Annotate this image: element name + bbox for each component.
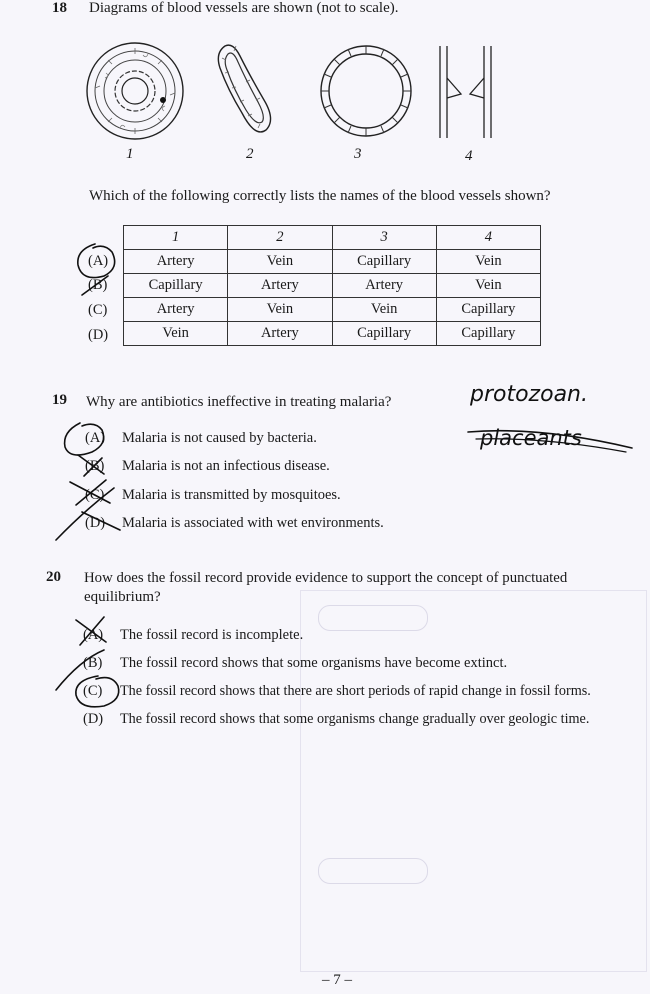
table-cell: Vein [228,250,332,274]
table-cell: Vein [436,250,540,274]
q20-option-d-letter[interactable]: (D) [83,711,104,727]
q19-option-d-letter[interactable]: (D) [85,515,106,531]
q20-option-a-letter[interactable]: (A) [83,627,104,643]
question-20-stem-line-2: equilibrium? [84,589,161,605]
cross-mark-q19-c [70,480,110,505]
q20-option-c-letter[interactable]: (C) [83,683,103,699]
q19-option-b-letter[interactable]: (B) [85,458,105,474]
table-cell: Vein [228,298,332,322]
table-header-cell: 4 [436,226,540,250]
table-cell: Capillary [332,250,436,274]
diagram-label-2: 2 [246,146,254,162]
q18-option-c-letter[interactable]: (C) [88,302,108,318]
table-cell: Capillary [436,322,540,346]
q18-option-d-letter[interactable]: (D) [88,327,109,343]
q19-option-a-text: Malaria is not caused by bacteria. [122,430,317,446]
question-18-prompt: Which of the following correctly lists the names of the blood vessels shown? [89,188,551,204]
table-cell: Vein [124,322,228,346]
q19-option-a-letter[interactable]: (A) [85,430,106,446]
table-cell: Artery [124,250,228,274]
table-cell: Artery [124,298,228,322]
strike-mark-q18-b [82,276,108,295]
q19-option-c-text: Malaria is transmitted by mosquitoes. [122,487,341,503]
question-20-stem-line-1: How does the fossil record provide evidence to support the concept of punctuated [84,570,568,586]
table-cell: Capillary [332,322,436,346]
table-cell: Artery [228,274,332,298]
q20-option-b-letter[interactable]: (B) [83,655,103,671]
table-cell: Vein [436,274,540,298]
table-cell: Capillary [436,298,540,322]
q18-option-b-letter[interactable]: (B) [88,277,108,293]
cross-mark-q20-a [76,617,106,645]
page-number: – 7 – [322,972,352,988]
cross-mark-q19-b [78,455,104,476]
question-20-number: 20 [46,569,61,585]
table-header-cell: 2 [228,226,332,250]
table-header-cell: 1 [124,226,228,250]
question-18-stem: Diagrams of blood vessels are shown (not to scale). [89,0,399,16]
table-cell: Capillary [124,274,228,298]
table-header-cell: 3 [332,226,436,250]
diagram-label-3: 3 [354,146,362,162]
q20-option-b-text: The fossil record shows that some organisms have become extinct. [120,655,508,671]
q19-option-b-text: Malaria is not an infectious disease. [122,458,330,474]
question-19-number: 19 [52,392,67,408]
circle-mark-q19-a [65,423,104,455]
diagram-label-4: 4 [465,148,473,164]
q19-option-c-letter[interactable]: (C) [85,487,105,503]
handwritten-crossed-note: placeants [480,426,582,450]
q18-option-a-letter[interactable]: (A) [88,253,109,269]
q20-option-a-text: The fossil record is incomplete. [120,627,304,643]
table-cell: Artery [228,322,332,346]
q19-option-d-text: Malaria is associated with wet environments. [122,515,384,531]
circle-mark-q18-a [78,244,115,278]
question-18-number: 18 [52,0,67,16]
q20-option-c-text: The fossil record shows that there are short periods of rapid change in fossil forms. [120,683,591,699]
circle-mark-q20-c [76,676,119,707]
table-cell: Vein [332,298,436,322]
diagram-label-1: 1 [126,146,134,162]
table-cell: Artery [332,274,436,298]
handwritten-note: protozoan. [470,382,588,407]
q20-option-d-text: The fossil record shows that some organisms change gradually over geologic time. [120,711,590,727]
question-19-stem: Why are antibiotics ineffective in treating malaria? [86,394,392,410]
